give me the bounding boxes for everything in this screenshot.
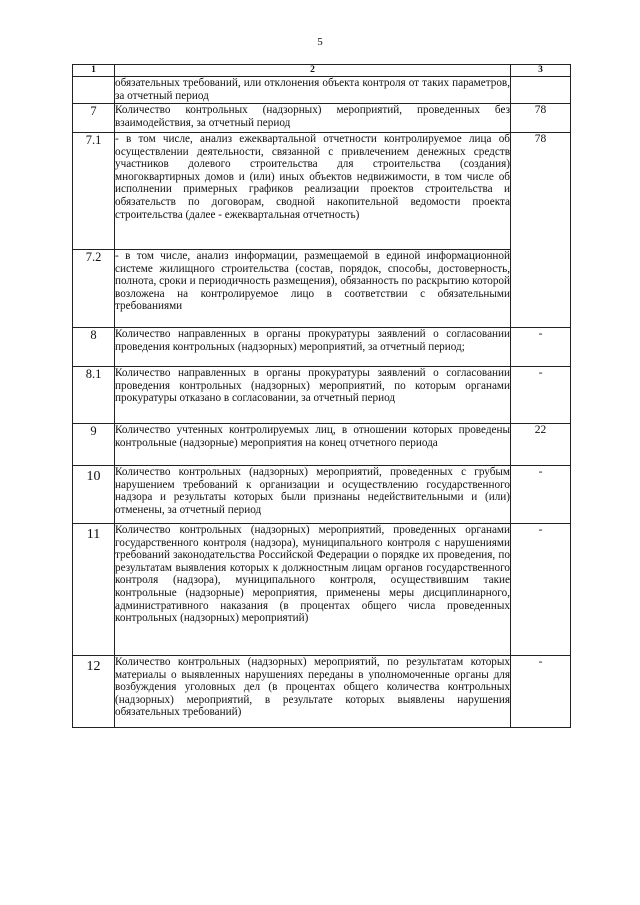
column-header-value: 3 (511, 65, 571, 77)
table-header-row (73, 65, 571, 77)
row-text: Количество контрольных (надзорных) мероприятий, по результатам которых материалы о выявленных нарушениях переданы в уполномоченные органы для возбуждения уголовных дел (в процентах общего количества контрольных (надзорных) мероприятий, в результате которых выявлены нарушения обязательных требований) (115, 656, 511, 728)
row-text: Количество контрольных (надзорных) мероприятий, проведенных органами государственного контроля (надзора), муниципального контроля с нарушениями требований законодательства Российской Федерации о порядке их проведения, по результатам выявления которых к должностным лицам органов государственного контроля (надзора), муниципального контроля, осуществившим такие контрольные (надзорные) мероприятия, применены меры дисциплинарного, административного наказания (в процентах общего числа проведенных контрольных (надзорных) мероприятий) (115, 524, 511, 656)
row-number: 7.1 (73, 133, 115, 250)
row-text: обязательных требований, или отклонения объекта контроля от таких параметров, за отчетный период (115, 77, 510, 102)
table-row (73, 133, 571, 250)
table-row (73, 524, 571, 656)
row-text: - в том числе, анализ информации, размещаемой в единой информационной системе жилищного строительства (состав, порядок, способы, достоверность, полнота, сроки и периодичность размещения), обязанность по раскрытию которой возложена на контролируемое лицо в соответствии с обязательными требованиями (115, 250, 511, 328)
row-number (73, 77, 115, 104)
table-row (73, 77, 571, 104)
indicators-table (72, 64, 571, 728)
table-row (73, 656, 571, 728)
row-number: 8 (73, 328, 115, 367)
row-text: Количество направленных в органы прокуратуры заявлений о согласовании проведения контрольных (надзорных) мероприятий, по которым органами прокуратуры отказано в согласовании, за отчетный период (115, 367, 511, 424)
row-value: - (511, 656, 571, 728)
row-value (511, 77, 571, 104)
row-number: 10 (73, 466, 115, 524)
row-text: Количество контрольных (надзорных) мероприятий, проведенных с грубым нарушением требований к организации и осуществлению государственного надзора и результаты которых были признаны недействительными и (или) отменены, за отчетный период (115, 466, 511, 524)
row-number: 7.2 (73, 250, 115, 328)
row-value: 78 (511, 133, 571, 328)
table-row (73, 367, 571, 424)
row-value: - (511, 524, 571, 656)
column-header-number: 1 (73, 65, 115, 77)
row-value: - (511, 328, 571, 367)
row-number: 12 (73, 656, 115, 728)
row-number: 8.1 (73, 367, 115, 424)
table-row (73, 104, 571, 133)
page-number: 5 (317, 36, 323, 48)
row-number: 9 (73, 424, 115, 466)
row-value: - (511, 367, 571, 424)
row-value: 78 (511, 104, 571, 133)
row-value: - (511, 466, 571, 524)
row-text: Количество контрольных (надзорных) мероприятий, проведенных без взаимодействия, за отчетный период (115, 104, 511, 133)
row-number: 11 (73, 524, 115, 656)
row-text: Количество направленных в органы прокуратуры заявлений о согласовании проведения контрольных (надзорных) мероприятий, за отчетный период; (115, 328, 511, 367)
row-text: - в том числе, анализ ежеквартальной отчетности контролируемое лица об осуществлении деятельности, связанной с привлечением денежных средств участников долевого строительства для строительства (создания) многоквартирных домов и (или) иных объектов недвижимости, в том числе об исполнении примерных графиков реализации проектов строительства и обязательств по договорам, сводной накопительной ведомости проекта строительства (далее - ежеквартальная отчетность) (115, 133, 511, 250)
table-row (73, 328, 571, 367)
row-value: 22 (511, 424, 571, 466)
row-number: 7 (73, 104, 115, 133)
table-row (73, 424, 571, 466)
table-row (73, 250, 571, 328)
column-header-indicator: 2 (115, 65, 511, 77)
table-row (73, 466, 571, 524)
row-text: Количество учтенных контролируемых лиц, в отношении которых проведены контрольные (надзорные) мероприятия на конец отчетного периода (115, 424, 511, 466)
